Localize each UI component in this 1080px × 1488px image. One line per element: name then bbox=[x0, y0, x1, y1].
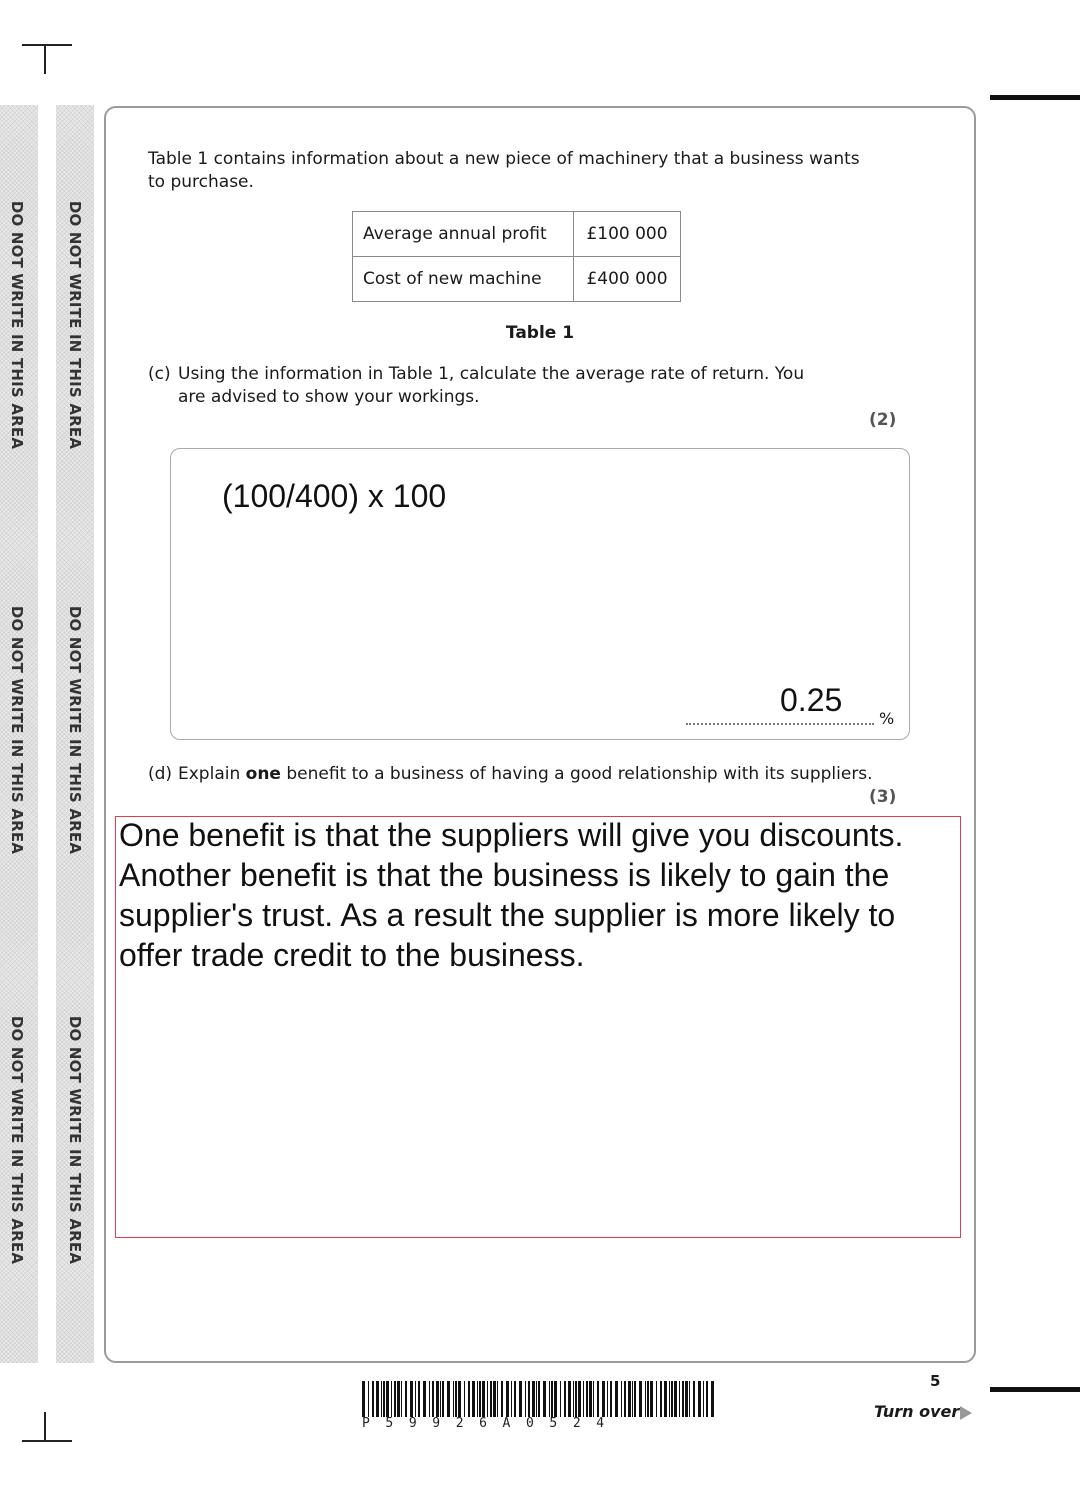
barcode-bar bbox=[536, 1381, 537, 1417]
barcode-bar bbox=[597, 1381, 599, 1417]
turn-over-label: Turn over bbox=[874, 1402, 960, 1421]
barcode-bar bbox=[386, 1381, 389, 1417]
barcode-bar bbox=[549, 1381, 550, 1417]
barcode-bar bbox=[432, 1381, 434, 1417]
question-number: (d) bbox=[148, 764, 173, 784]
barcode-bar bbox=[568, 1381, 571, 1417]
barcode-bar bbox=[436, 1381, 439, 1417]
barcode-bar bbox=[679, 1381, 680, 1417]
barcode-bar bbox=[693, 1381, 695, 1417]
question-text-part: Explain bbox=[178, 764, 246, 784]
barcode-bar bbox=[628, 1381, 631, 1417]
barcode-bar bbox=[464, 1381, 465, 1417]
question-c bbox=[148, 363, 828, 409]
table-caption: Table 1 bbox=[505, 323, 575, 343]
answer-text-d: One benefit is that the suppliers will give you discounts. Another benefit is that the business is likely to gain the supplier's trust. As a result the supplier is more likely to offer trade credit to the business. bbox=[119, 817, 904, 973]
question-number: (c) bbox=[148, 364, 171, 384]
barcode-bar bbox=[479, 1381, 481, 1417]
barcode-bar bbox=[682, 1381, 684, 1417]
barcode-bar bbox=[447, 1381, 450, 1417]
barcode-bar bbox=[543, 1381, 546, 1417]
barcode-bar bbox=[589, 1381, 592, 1417]
crop-mark-top-v bbox=[44, 44, 46, 74]
barcode-bar bbox=[376, 1381, 379, 1417]
working-text: (100/400) x 100 bbox=[222, 478, 447, 514]
barcode-bar bbox=[639, 1381, 642, 1417]
margin-label: DO NOT WRITE IN THIS AREA bbox=[8, 1015, 26, 1265]
barcode-bar bbox=[621, 1381, 622, 1417]
barcode-bar bbox=[506, 1381, 509, 1417]
barcode-bar bbox=[650, 1381, 653, 1417]
barcode-bar bbox=[394, 1381, 396, 1417]
marks-c: (2) bbox=[869, 410, 897, 430]
barcode-bar bbox=[674, 1381, 677, 1417]
barcode-bar bbox=[490, 1381, 492, 1417]
barcode-bar bbox=[647, 1381, 649, 1417]
barcode-bar bbox=[573, 1381, 574, 1417]
margin-rule-top bbox=[990, 95, 1080, 100]
barcode-bar bbox=[593, 1381, 594, 1417]
barcode-bar bbox=[578, 1381, 581, 1417]
barcode-bar bbox=[525, 1381, 526, 1417]
margin-label: DO NOT WRITE IN THIS AREA bbox=[66, 1015, 84, 1265]
barcode-bar bbox=[538, 1381, 540, 1417]
barcode bbox=[362, 1381, 718, 1417]
barcode-bar bbox=[410, 1381, 413, 1417]
barcode-bar bbox=[615, 1381, 618, 1417]
barcode-bar bbox=[362, 1381, 365, 1417]
barcode-bar bbox=[564, 1381, 566, 1417]
question-text-bold: one bbox=[245, 764, 281, 784]
margin-label: DO NOT WRITE IN THIS AREA bbox=[8, 200, 26, 450]
barcode-text: P59926A0524 bbox=[362, 1416, 620, 1431]
barcode-bar bbox=[669, 1381, 670, 1417]
barcode-bar bbox=[583, 1381, 584, 1417]
barcode-bar bbox=[429, 1381, 430, 1417]
barcode-bar bbox=[671, 1381, 673, 1417]
barcode-bar bbox=[551, 1381, 553, 1417]
table-1 bbox=[352, 211, 681, 302]
barcode-bar bbox=[453, 1381, 454, 1417]
barcode-bar bbox=[455, 1381, 457, 1417]
barcode-bar bbox=[487, 1381, 488, 1417]
intro-text: Table 1 contains information about a new piece of machinery that a business wants to purchase. bbox=[148, 149, 860, 192]
barcode-bar bbox=[602, 1381, 605, 1417]
barcode-bar bbox=[519, 1381, 522, 1417]
table-cell-label: Average annual profit bbox=[353, 212, 574, 257]
arrow-right-icon bbox=[960, 1406, 972, 1420]
barcode-bar bbox=[575, 1381, 577, 1417]
table-cell-label: Cost of new machine bbox=[353, 257, 574, 302]
barcode-bar bbox=[660, 1381, 662, 1417]
barcode-bar bbox=[482, 1381, 485, 1417]
answer-line bbox=[686, 723, 874, 725]
barcode-bar bbox=[383, 1381, 385, 1417]
answer-value: 0.25 bbox=[780, 682, 843, 718]
barcode-bar bbox=[607, 1381, 608, 1417]
barcode-bar bbox=[511, 1381, 512, 1417]
barcode-bar bbox=[624, 1381, 626, 1417]
barcode-bar bbox=[401, 1381, 402, 1417]
barcode-bar bbox=[440, 1381, 441, 1417]
barcode-bar bbox=[415, 1381, 416, 1417]
barcode-bar bbox=[706, 1381, 708, 1417]
barcode-bar bbox=[685, 1381, 688, 1417]
barcode-bar bbox=[664, 1381, 667, 1417]
barcode-bar bbox=[514, 1381, 516, 1417]
barcode-bar bbox=[497, 1381, 498, 1417]
barcode-bar bbox=[368, 1381, 369, 1417]
crop-mark-top-h bbox=[22, 44, 72, 46]
barcode-bar bbox=[689, 1381, 690, 1417]
barcode-bar bbox=[711, 1381, 714, 1417]
barcode-bar bbox=[528, 1381, 530, 1417]
barcode-bar bbox=[586, 1381, 588, 1417]
margin-label: DO NOT WRITE IN THIS AREA bbox=[66, 200, 84, 450]
barcode-bar bbox=[381, 1381, 382, 1417]
barcode-bar bbox=[477, 1381, 478, 1417]
barcode-bar bbox=[632, 1381, 633, 1417]
barcode-bar bbox=[391, 1381, 392, 1417]
margin-rule-bottom bbox=[990, 1387, 1080, 1392]
barcode-bar bbox=[405, 1381, 407, 1417]
barcode-bar bbox=[610, 1381, 612, 1417]
barcode-bar bbox=[372, 1381, 374, 1417]
barcode-bar bbox=[656, 1381, 657, 1417]
barcode-bar bbox=[423, 1381, 426, 1417]
marks-d: (3) bbox=[869, 787, 897, 807]
crop-mark-bottom-h bbox=[22, 1440, 72, 1442]
barcode-bar bbox=[442, 1381, 444, 1417]
margin-label: DO NOT WRITE IN THIS AREA bbox=[66, 605, 84, 855]
table-cell-value: £400 000 bbox=[574, 257, 681, 302]
question-text bbox=[178, 763, 898, 786]
barcode-bar bbox=[645, 1381, 646, 1417]
barcode-bar bbox=[698, 1381, 701, 1417]
barcode-bar bbox=[397, 1381, 400, 1417]
question-text-part: benefit to a business of having a good relationship with its suppliers. bbox=[280, 764, 873, 784]
unit-label: % bbox=[879, 709, 895, 728]
page-number: 5 bbox=[930, 1372, 941, 1390]
barcode-bar bbox=[554, 1381, 557, 1417]
table-cell-value: £100 000 bbox=[574, 212, 681, 257]
margin-label: DO NOT WRITE IN THIS AREA bbox=[8, 605, 26, 855]
barcode-bar bbox=[418, 1381, 420, 1417]
table-row bbox=[353, 257, 681, 302]
question-text: Using the information in Table 1, calculate the average rate of return. You are advised to show your workings. bbox=[178, 364, 805, 407]
barcode-bar bbox=[703, 1381, 704, 1417]
barcode-bar bbox=[634, 1381, 636, 1417]
barcode-bar bbox=[532, 1381, 535, 1417]
barcode-bar bbox=[458, 1381, 461, 1417]
crop-mark-bottom-v bbox=[44, 1412, 46, 1442]
barcode-bar bbox=[560, 1381, 561, 1417]
barcode-bar bbox=[472, 1381, 475, 1417]
barcode-bar bbox=[468, 1381, 470, 1417]
question-d bbox=[148, 763, 898, 786]
barcode-bar bbox=[501, 1381, 503, 1417]
barcode-bar bbox=[493, 1381, 496, 1417]
table-row bbox=[353, 212, 681, 257]
